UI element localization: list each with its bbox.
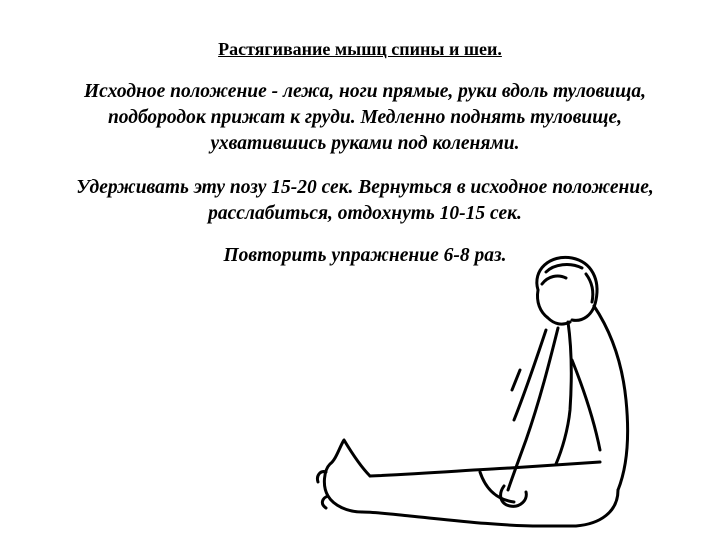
figure-torso-front: [572, 360, 600, 450]
instruction-paragraph-repeat: Повторить упражнение 6-8 раз.: [223, 245, 507, 266]
exercise-illustration: [300, 250, 640, 535]
instruction-paragraph-hold: Удерживать эту позу 15-20 сек. Вернуться в исходное положение, расслабиться, отдохнуть 10-15 сек.: [76, 177, 654, 224]
figure-feet: [324, 440, 370, 512]
figure-face: [537, 290, 570, 324]
figure-leg-top: [370, 462, 600, 476]
figure-arm-upper: [556, 322, 571, 464]
instruction-paragraph-start-position: Исходное положение - лежа, ноги прямые, руки вдоль туловища, подбородок прижат к груди. Медленно поднять туловище, ухватившись руками под коленями.: [84, 81, 646, 154]
figure-head: [537, 257, 597, 320]
figure-hair: [542, 265, 593, 302]
page-title: Растягивание мышц спины и шеи.: [218, 39, 502, 59]
figure-leg-bottom: [362, 512, 540, 526]
figure-arm-far: [512, 330, 546, 420]
figure-hip: [540, 490, 618, 526]
